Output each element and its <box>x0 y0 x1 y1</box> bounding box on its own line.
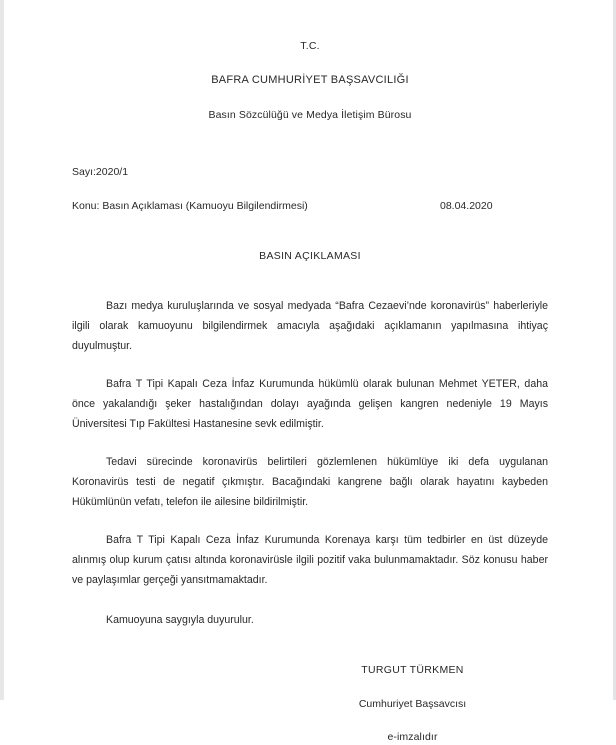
letterhead-tc: T.C. <box>300 40 320 52</box>
reference-block <box>72 165 548 212</box>
body-paragraph: Bafra T Tipi Kapalı Ceza İnfaz Kurumunda Korenaya karşı tüm tedbirler en üst düzeyde alınmış olup kurum çatısı altında koronavirüsle ilgili pozitif vaka bulunmamaktadır. Söz konusu haber ve paylaşımlar gerçeği yansıtmamaktadır. <box>72 533 548 587</box>
reference-date: 08.04.2020 <box>440 199 493 212</box>
document-body <box>72 296 548 630</box>
signature-block <box>72 664 548 745</box>
signature-inner <box>359 664 466 745</box>
letterhead <box>72 0 548 121</box>
reference-sayi: Sayı:2020/1 <box>72 166 129 179</box>
letterhead-bureau: Basın Sözcülüğü ve Medya İletişim Bürosu <box>208 108 412 121</box>
esignature-note: e-imzalıdır <box>387 731 438 744</box>
body-paragraph: Tedavi sürecinde koronavirüs belirtileri gözlemlenen hükümlüye iki defa uygulanan Koronavirüs testi de negatif çıkmıştır. Bacağındaki kangrene bağlı olarak hayatını kaybeden Hükümlünün vefatı, telefon ile ailesine bildirilmiştir. <box>72 455 548 509</box>
letterhead-office: BAFRA CUMHURİYET BAŞSAVCILIĞI <box>211 73 409 86</box>
reference-konu-row <box>72 199 548 213</box>
reference-konu: Konu: Basın Açıklaması (Kamuoyu Bilgilendirmesi) <box>72 199 308 212</box>
body-paragraph: Bazı medya kuruluşlarında ve sosyal medyada “Bafra Cezaevi’nde koronavirüs” haberleriyle ilgili olarak kamuoyunu bilgilendirmek amacıyla aşağıdaki açıklamanın yapılmasına ihtiyaç duyulmuştur. <box>72 299 548 353</box>
closing-statement: Kamuoyuna saygıyla duyurulur. <box>106 613 254 626</box>
document-content <box>4 0 613 744</box>
document-title: BASIN AÇIKLAMASI <box>259 249 361 262</box>
signatory-role: Cumhuriyet Başsavcısı <box>358 697 467 710</box>
signatory-name: TURGUT TÜRKMEN <box>361 663 464 676</box>
body-paragraph: Bafra T Tipi Kapalı Ceza İnfaz Kurumunda hükümlü olarak bulunan Mehmet YETER, daha önce yakalandığı şeker hastalığından dolayı ayağında gelişen kangren nedeniyle 19 Mayıs Üniversitesi Tıp Fakültesi Hastanesine sevk edilmiştir. <box>72 377 548 431</box>
